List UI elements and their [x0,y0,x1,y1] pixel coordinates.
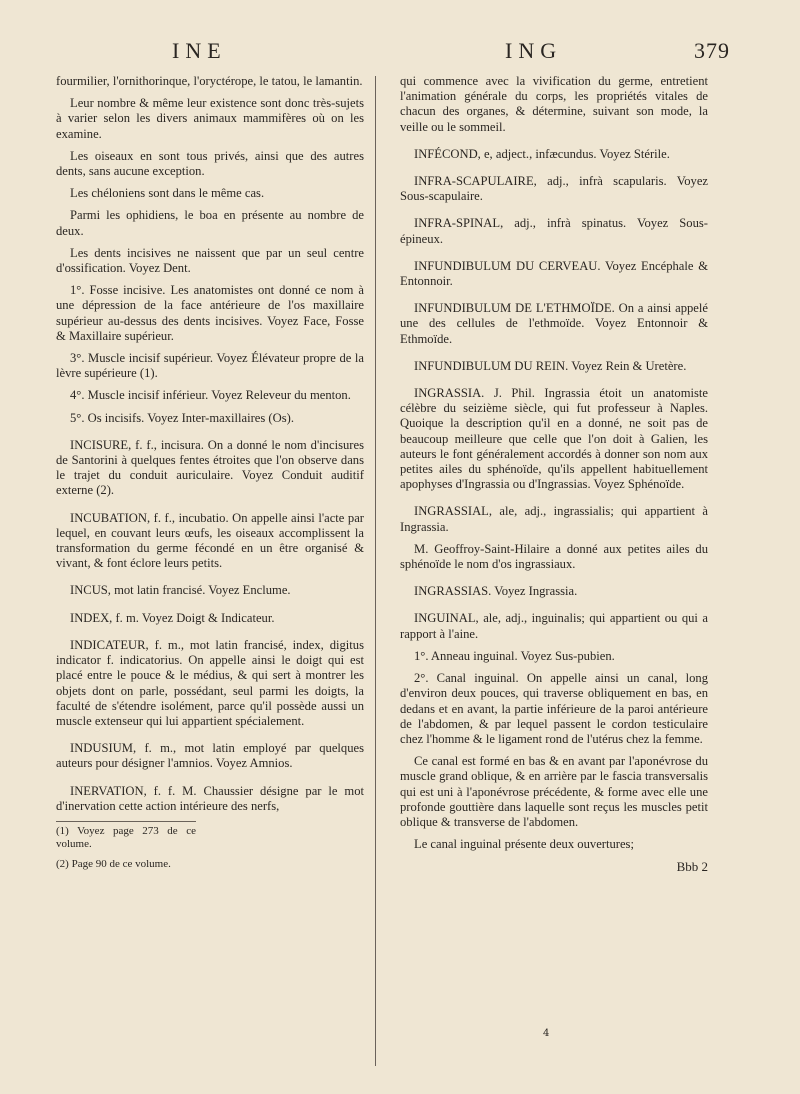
paragraph: 2°. Canal inguinal. On appelle ainsi un canal, long d'environ deux pouces, qui traverse obliquement en bas, en dedans et en avant, la partie inférieure de la paroi antérieure de l'abdomen, & par lequel passent le cordon testiculaire chez l'homme & le ligament rond de l'utérus chez la femme. [400,671,708,746]
paragraph: 1°. Anneau inguinal. Voyez Sus-pubien. [414,648,615,663]
paragraph: M. Geoffroy-Saint-Hilaire a donné aux petites ailes du sphénoïde le nom d'os ingrassiaux. [400,541,708,572]
running-header [0,38,800,72]
left-column [56,74,364,878]
dictionary-entry: INCUBATION, f. f., incubatio. On appelle ainsi l'acte par lequel, en couvant leurs œufs, les oiseaux accomplissent la transformation du germe fécondé en un être organisé & vivant, & font éclore leurs petits. [56,510,364,571]
dictionary-entry: INGRASSIAL, ale, adj., ingrassialis; qui appartient à Ingrassia. [400,504,708,534]
dictionary-entry: INGRASSIAS. Voyez Ingrassia. [414,584,578,599]
paragraph: 1°. Fosse incisive. Les anatomistes ont donné ce nom à une dépression de la face antérieure de l'os maxillaire supérieur au-dessus des dents incisives. Voyez Face, Fosse & Maxillaire supérieur. [56,283,364,343]
paragraph: Ce canal est formé en bas & en avant par l'aponévrose du muscle grand oblique, & en arrière par le fascia transversalis qui est uni à l'aponévrose précédente, & forme avec elle une profonde gouttière dans laquelle sont reçus les muscles petit oblique & transverse de l'abdomen. [400,754,708,829]
footnote: (2) Page 90 de ce volume. [56,857,171,870]
signature-mark: Bbb 2 [676,859,708,875]
dictionary-entry: INFUNDIBULUM DE L'ETHMOÏDE. On a ainsi appelé une des cellules de l'ethmoïde. Voyez Entonnoir & Ethmoïde. [400,301,708,346]
footnote: (1) Voyez page 273 de ce volume. [56,824,196,850]
dictionary-entry: INCISURE, f. f., incisura. On a donné le nom d'incisures de Santorini à quelques fentes étroites que l'on observe dans le trajet du conduit auriculaire. Voyez Conduit auditif externe (2). [56,437,364,498]
paragraph: Les dents incisives ne naissent que par un seul centre d'ossification. Voyez Dent. [56,245,364,276]
dictionary-entry: INDUSIUM, f. m., mot latin employé par quelques auteurs pour désigner l'amnios. Voyez Amnios. [56,741,364,771]
page-number: 379 [694,38,730,63]
header-right-word: ING [505,38,563,63]
dictionary-entry: INGRASSIA. J. Phil. Ingrassia étoit un anatomiste célèbre du seizième siècle, qui fut professeur à Naples. Quoique la description qu'il en a donné, ne soit pas de beaucoup meilleure que celle que l'on doit à Galien, les auteurs le font généralement accordés à donner son nom aux petites ailes du sphénoïde, qu'ils appellent habituellement apophyses d'Ingrassia ou d'Ingrassias. Voyez Sphénoïde. [400,386,708,492]
dictionary-entry: INFRA-SCAPULAIRE, adj., infrà scapularis. Voyez Sous-scapulaire. [400,174,708,204]
paragraph: Le canal inguinal présente deux ouvertures; [414,837,634,852]
dictionary-entry: INFUNDIBULUM DU CERVEAU. Voyez Encéphale & Entonnoir. [400,258,708,289]
paragraph: qui commence avec la vivification du germe, entretient l'animation générale du corps, les propriétés vitales de chacun des organes, & détermine, suivant son mode, la veille ou le sommeil. [400,74,708,134]
paragraph: 3°. Muscle incisif supérieur. Voyez Élévateur propre de la lèvre supérieure (1). [56,351,364,381]
dictionary-entry: INFÉCOND, e, adject., infæcundus. Voyez Stérile. [414,146,670,161]
paragraph: Les chéloniens sont dans le même cas. [70,186,265,201]
dictionary-entry: INFRA-SPINAL, adj., infrà spinatus. Voyez Sous-épineux. [400,216,708,246]
dictionary-entry: INERVATION, f. f. M. Chaussier désigne par le mot d'inervation cette action intérieure des nerfs, [56,783,364,813]
dictionary-entry: INFUNDIBULUM DU REIN. Voyez Rein & Uretère. [414,358,687,373]
header-left-word: INE [172,38,227,63]
dictionary-entry: INGUINAL, ale, adj., inguinalis; qui appartient ou qui a rapport à l'aine. [400,611,708,641]
dictionary-entry: INDICATEUR, f. m., mot latin francisé, index, digitus indicator f. indicatorius. On appelle ainsi le doigt qui est placé entre le pouce & le médius, & qui sert à montrer les objets dont on parle, possédant, seul parmi les doigts, la faculté de s'étendre isolément, parce qu'il possède aussi un muscle extenseur qui lui appartient spécialement. [56,637,364,728]
paragraph: Parmi les ophidiens, le boa en présente au nombre de deux. [56,208,364,238]
paragraph: Les oiseaux en sont tous privés, ainsi que des autres dents, sans aucune exception. [56,148,364,179]
paragraph: fourmilier, l'ornithorinque, l'oryctérope, le tatou, le lamantin. [56,74,363,88]
right-column [400,74,708,882]
paragraph: 5°. Os incisifs. Voyez Inter-maxillaires (Os). [70,410,294,425]
paragraph: Leur nombre & même leur existence sont donc très-sujets à varier selon les divers animaux mammifères où on les examine. [56,96,364,141]
paragraph: 4°. Muscle incisif inférieur. Voyez Releveur du menton. [70,388,351,403]
bottom-mark: 4 [543,1028,550,1039]
footnotes [56,821,196,871]
dictionary-entry: INDEX, f. m. Voyez Doigt & Indicateur. [70,610,275,625]
column-divider [375,76,376,1066]
dictionary-entry: INCUS, mot latin francisé. Voyez Enclume. [70,583,291,598]
